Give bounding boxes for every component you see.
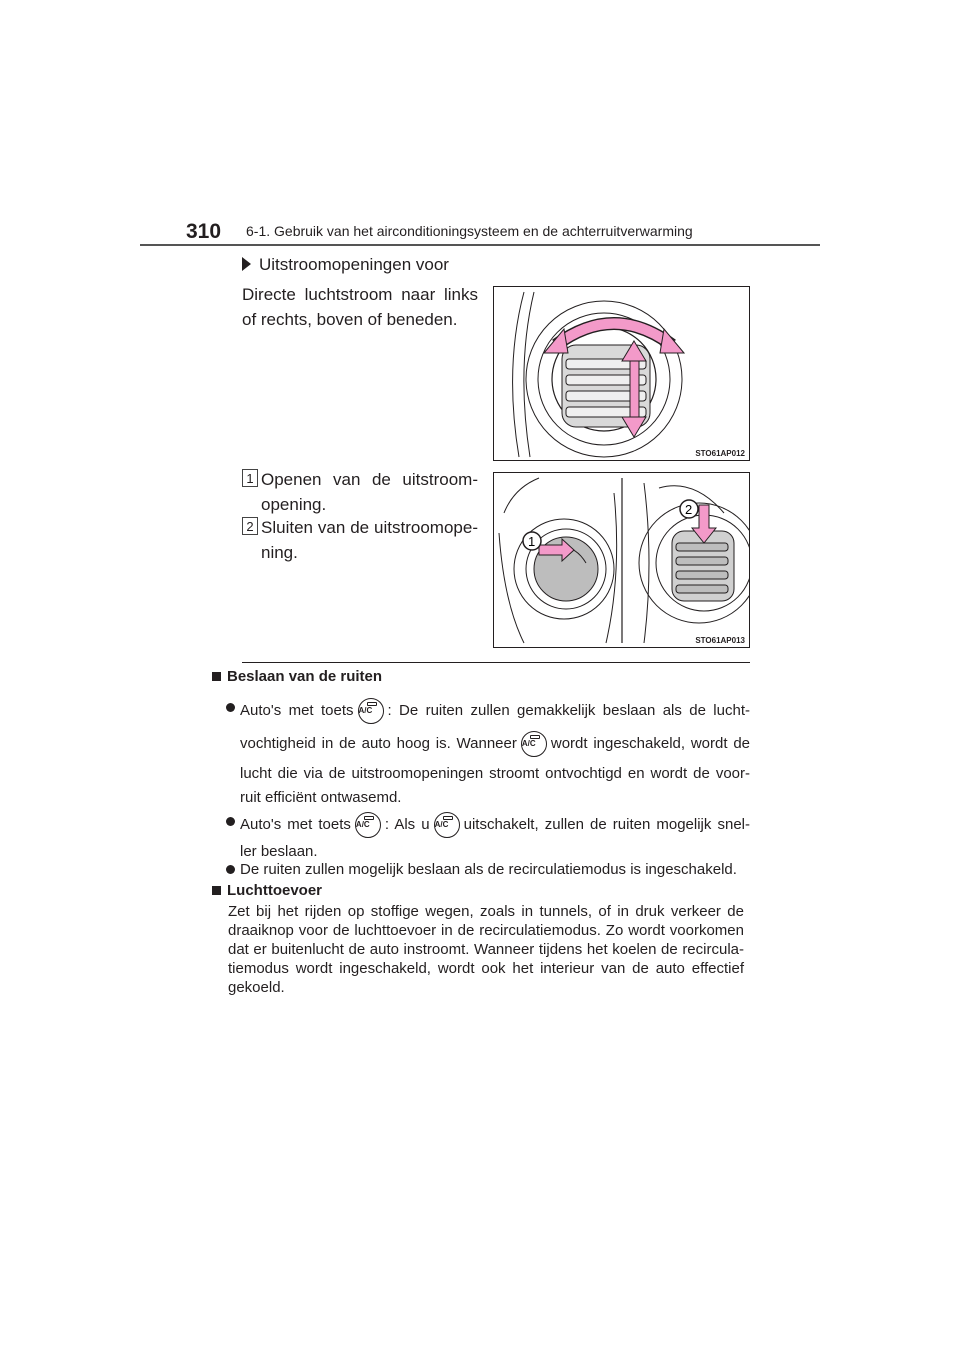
- fog-title-text: Beslaan van de ruiten: [227, 668, 383, 685]
- ac-button-icon: A/C: [521, 731, 547, 757]
- air-title-text: Luchttoevoer: [227, 882, 323, 899]
- vents-intro-line2: of rechts, boven of beneden.: [242, 310, 458, 329]
- fog-b2-line2: ler beslaan.: [240, 843, 318, 860]
- fog-b2-line1: Auto's met toets A/C : Als u A/C uitschakelt, zullen de ruiten mogelijk snel-: [240, 810, 750, 840]
- air-title: [212, 882, 322, 899]
- vents-intro: [242, 282, 478, 332]
- header-rule: [140, 244, 820, 246]
- section-heading: [242, 255, 449, 275]
- vent-direction-illustration: [494, 287, 749, 460]
- step1-line2: opening.: [261, 495, 327, 514]
- figure-code: STO61AP013: [695, 636, 745, 645]
- step-close-vent: [242, 515, 478, 565]
- ac-button-icon: A/C: [434, 812, 460, 838]
- figure-vent-open-close: [493, 472, 750, 648]
- fog-b1-line2: vochtigheid in de auto hoog is. Wanneer A/C wordt ingeschakeld, wordt de: [240, 726, 750, 762]
- fog-b1-line4: ruit efficiënt ontwasemd.: [240, 789, 402, 806]
- air-line2: draaiknop voor de luchttoevoer in de recirculatiemodus. Zo wordt voorkomen: [228, 922, 744, 939]
- ac-button-icon: A/C: [358, 698, 384, 724]
- fog-b1-line3: lucht die via de uitstroomopeningen stroomt ontvochtigd en wordt de voor-: [240, 765, 750, 782]
- callout-1: 1: [528, 534, 536, 549]
- air-line1: Zet bij het rijden op stoffige wegen, zoals in tunnels, of in druk verkeer de: [228, 903, 744, 920]
- air-paragraph: [228, 902, 744, 997]
- air-line4: tiemodus wordt ingeschakeld, wordt ook het interieur van de auto effectief: [228, 960, 744, 977]
- round-bullet-icon: [226, 703, 235, 712]
- figure-vent-direction: [493, 286, 750, 461]
- step-number-2: 2: [242, 517, 258, 535]
- step-open-vent: [242, 467, 478, 517]
- round-bullet-icon: [226, 865, 235, 874]
- fog-bullet-3: [226, 858, 750, 882]
- fog-bullet-1: [226, 696, 750, 810]
- vents-intro-line1: Directe luchtstroom naar links: [242, 285, 478, 304]
- step1-line1: Openen van de uitstroom-: [261, 470, 478, 489]
- page-number: 310: [186, 220, 222, 243]
- square-bullet-icon: [212, 672, 221, 681]
- round-bullet-icon: [226, 817, 235, 826]
- fog-bullet-2: [226, 810, 750, 864]
- step2-line1: Sluiten van de uitstroomope-: [261, 518, 478, 537]
- chapter-title: 6-1. Gebruik van het airconditioningsysteem en de achterruitverwarming: [246, 223, 693, 239]
- fog-title: [212, 668, 382, 685]
- triangle-bullet-icon: [242, 257, 251, 271]
- fog-b3-line1: De ruiten zullen mogelijk beslaan als de recirculatiemodus is ingeschakeld.: [240, 861, 737, 878]
- fog-b1-line1: Auto's met toets A/C : De ruiten zullen gemakkelijk beslaan als de lucht-: [240, 696, 750, 726]
- section-heading-text: Uitstroomopeningen voor: [259, 255, 449, 274]
- callout-2: 2: [685, 502, 693, 517]
- figure-code: STO61AP012: [695, 449, 745, 458]
- vent-open-close-illustration: [494, 473, 749, 647]
- step2-line2: ning.: [261, 543, 298, 562]
- step-number-1: 1: [242, 469, 258, 487]
- section-divider: [242, 662, 750, 663]
- air-line3: dat er buitenlucht de auto instroomt. Wanneer tijdens het koelen de recircula-: [228, 941, 744, 958]
- air-line5: gekoeld.: [228, 979, 285, 996]
- ac-button-icon: A/C: [355, 812, 381, 838]
- square-bullet-icon: [212, 886, 221, 895]
